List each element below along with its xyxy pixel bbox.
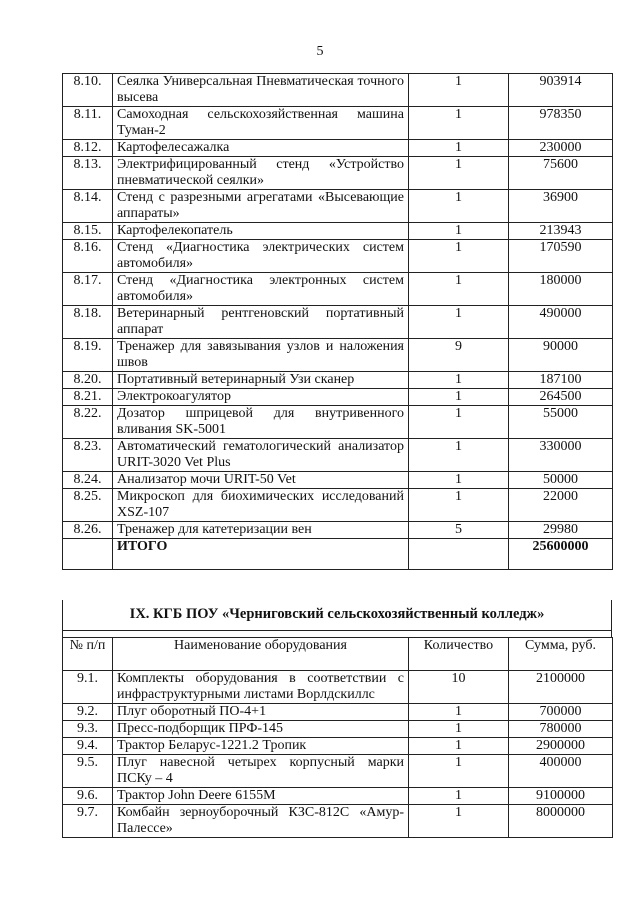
equipment-name: Анализатор мочи URIT-50 Vet: [113, 472, 409, 489]
amount: 780000: [509, 721, 613, 738]
amount: 978350: [509, 107, 613, 140]
equipment-name: Трактор John Deere 6155M: [113, 788, 409, 805]
table-row: [63, 406, 613, 439]
quantity: 1: [409, 140, 509, 157]
amount: 36900: [509, 190, 613, 223]
table-header-row: [63, 638, 613, 671]
table-row: [63, 157, 613, 190]
table-row: [63, 805, 613, 838]
row-number: 9.6.: [63, 788, 113, 805]
total-amount: 25600000: [509, 539, 613, 570]
table-row: [63, 372, 613, 389]
quantity: 1: [409, 439, 509, 472]
row-number: 8.16.: [63, 240, 113, 273]
header-name: Наименование оборудования: [113, 638, 409, 671]
total-qty-empty: [409, 539, 509, 570]
table-row: [63, 788, 613, 805]
equipment-name: Сеялка Универсальная Пневматическая точного высева: [113, 74, 409, 107]
table-row: [63, 339, 613, 372]
quantity: 1: [409, 306, 509, 339]
quantity: 1: [409, 273, 509, 306]
amount: 50000: [509, 472, 613, 489]
total-row: [63, 539, 613, 570]
row-number: 8.10.: [63, 74, 113, 107]
table-row: [63, 671, 613, 704]
quantity: 1: [409, 389, 509, 406]
equipment-name: Пресс-подборщик ПРФ-145: [113, 721, 409, 738]
equipment-name: Стенд с разрезными агрегатами «Высевающие аппараты»: [113, 190, 409, 223]
table-row: [63, 522, 613, 539]
equipment-name: Автоматический гематологический анализатор URIT-3020 Vet Plus: [113, 439, 409, 472]
quantity: 10: [409, 671, 509, 704]
table-row: [63, 74, 613, 107]
equipment-name: Тренажер для катетеризации вен: [113, 522, 409, 539]
quantity: 5: [409, 522, 509, 539]
total-label: ИТОГО: [113, 539, 409, 570]
row-number: 8.25.: [63, 489, 113, 522]
amount: 75600: [509, 157, 613, 190]
table-row: [63, 273, 613, 306]
equipment-name: Электрокоагулятор: [113, 389, 409, 406]
table-row: [63, 755, 613, 788]
row-number: 9.1.: [63, 671, 113, 704]
row-number: 8.26.: [63, 522, 113, 539]
quantity: 1: [409, 372, 509, 389]
amount: 264500: [509, 389, 613, 406]
amount: 213943: [509, 223, 613, 240]
equipment-name: Портативный ветеринарный Узи сканер: [113, 372, 409, 389]
row-number: 8.19.: [63, 339, 113, 372]
row-number: 9.4.: [63, 738, 113, 755]
amount: 330000: [509, 439, 613, 472]
header-num: № п/п: [63, 638, 113, 671]
table-row: [63, 472, 613, 489]
equipment-name: Электрифицированный стенд «Устройство пневматической сеялки»: [113, 157, 409, 190]
equipment-table-section-9: [62, 637, 613, 838]
row-number: 8.22.: [63, 406, 113, 439]
quantity: 1: [409, 240, 509, 273]
quantity: 1: [409, 107, 509, 140]
equipment-name: Комбайн зерноуборочный КЗС-812С «Амур-Палессе»: [113, 805, 409, 838]
row-number: 9.3.: [63, 721, 113, 738]
table-row: [63, 140, 613, 157]
amount: 700000: [509, 704, 613, 721]
equipment-name: Самоходная сельскохозяйственная машина Туман-2: [113, 107, 409, 140]
amount: 29980: [509, 522, 613, 539]
quantity: 1: [409, 472, 509, 489]
quantity: 1: [409, 788, 509, 805]
quantity: 1: [409, 223, 509, 240]
amount: 400000: [509, 755, 613, 788]
row-number: 9.7.: [63, 805, 113, 838]
row-number: 8.24.: [63, 472, 113, 489]
quantity: 1: [409, 721, 509, 738]
amount: 490000: [509, 306, 613, 339]
table-row: [63, 223, 613, 240]
equipment-name: Ветеринарный рентгеновский портативный аппарат: [113, 306, 409, 339]
equipment-name: Микроскоп для биохимических исследований XSZ-107: [113, 489, 409, 522]
quantity: 1: [409, 704, 509, 721]
table-row: [63, 240, 613, 273]
equipment-name: Стенд «Диагностика электронных систем автомобиля»: [113, 273, 409, 306]
quantity: 1: [409, 738, 509, 755]
equipment-name: Плуг оборотный ПО-4+1: [113, 704, 409, 721]
row-number: 8.11.: [63, 107, 113, 140]
equipment-name: Картофелесажалка: [113, 140, 409, 157]
page-number: 5: [316, 44, 324, 59]
amount: 90000: [509, 339, 613, 372]
quantity: 1: [409, 406, 509, 439]
row-number: 8.18.: [63, 306, 113, 339]
quantity: 1: [409, 805, 509, 838]
equipment-name: Дозатор шприцевой для внутривенного вливания SK-5001: [113, 406, 409, 439]
table-row: [63, 721, 613, 738]
table-row: [63, 439, 613, 472]
quantity: 1: [409, 190, 509, 223]
row-number: 9.5.: [63, 755, 113, 788]
row-number: 8.20.: [63, 372, 113, 389]
amount: 903914: [509, 74, 613, 107]
table-row: [63, 107, 613, 140]
amount: 2900000: [509, 738, 613, 755]
amount: 22000: [509, 489, 613, 522]
row-number: 8.17.: [63, 273, 113, 306]
quantity: 1: [409, 74, 509, 107]
table-row: [63, 389, 613, 406]
row-number: 8.21.: [63, 389, 113, 406]
equipment-name: Трактор Беларус-1221.2 Тропик: [113, 738, 409, 755]
equipment-name: Плуг навесной четырех корпусный марки ПСКу – 4: [113, 755, 409, 788]
row-number: 9.2.: [63, 704, 113, 721]
quantity: 1: [409, 157, 509, 190]
row-number: 8.12.: [63, 140, 113, 157]
header-sum: Сумма, руб.: [509, 638, 613, 671]
table-row: [63, 738, 613, 755]
table-row: [63, 306, 613, 339]
row-number: 8.23.: [63, 439, 113, 472]
quantity: 9: [409, 339, 509, 372]
table-row: [63, 704, 613, 721]
amount: 55000: [509, 406, 613, 439]
table-row: [63, 489, 613, 522]
header-qty: Количество: [409, 638, 509, 671]
table-row: [63, 190, 613, 223]
amount: 2100000: [509, 671, 613, 704]
total-empty-cell: [63, 539, 113, 570]
amount: 230000: [509, 140, 613, 157]
equipment-name: Комплекты оборудования в соответствии с инфраструктурными листами Ворлдскиллс: [113, 671, 409, 704]
equipment-name: Тренажер для завязывания узлов и наложения швов: [113, 339, 409, 372]
section-title: IX. КГБ ПОУ «Черниговский сельскохозяйственный колледж»: [62, 600, 612, 631]
row-number: 8.14.: [63, 190, 113, 223]
row-number: 8.13.: [63, 157, 113, 190]
equipment-table-section-8: [62, 73, 613, 570]
equipment-name: Картофелекопатель: [113, 223, 409, 240]
amount: 9100000: [509, 788, 613, 805]
quantity: 1: [409, 755, 509, 788]
amount: 8000000: [509, 805, 613, 838]
amount: 170590: [509, 240, 613, 273]
quantity: 1: [409, 489, 509, 522]
amount: 187100: [509, 372, 613, 389]
amount: 180000: [509, 273, 613, 306]
row-number: 8.15.: [63, 223, 113, 240]
equipment-name: Стенд «Диагностика электрических систем автомобиля»: [113, 240, 409, 273]
